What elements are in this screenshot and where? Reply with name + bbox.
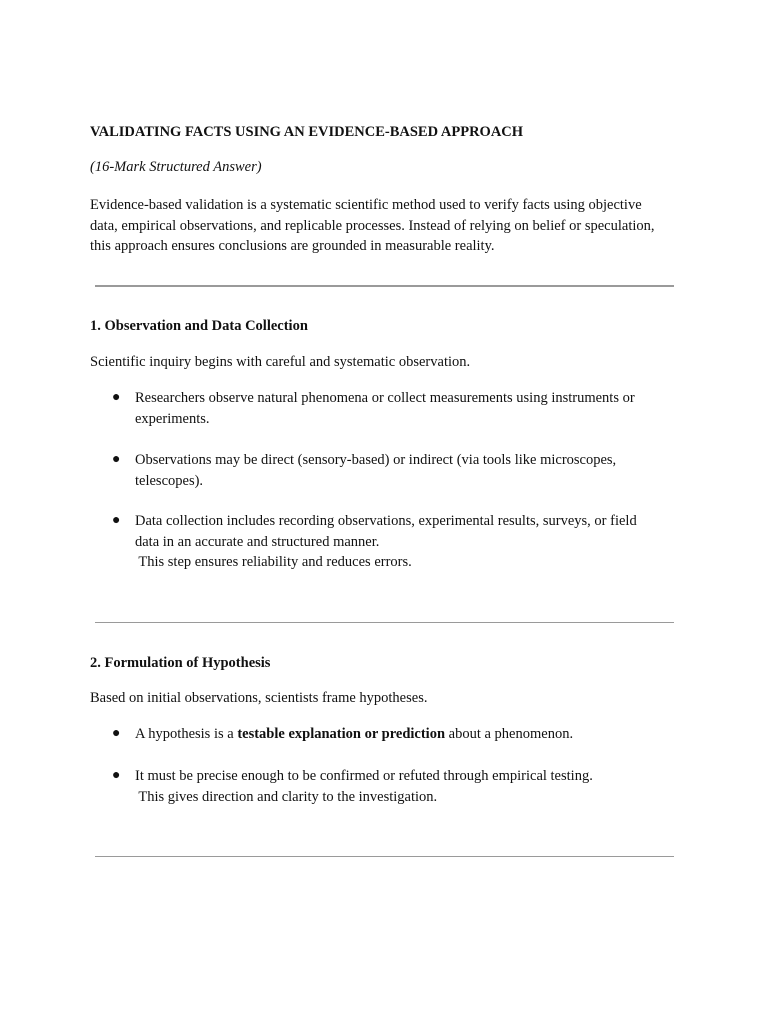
section-divider bbox=[95, 622, 674, 623]
section-heading-observation: 1. Observation and Data Collection bbox=[90, 318, 308, 334]
list-item-text bbox=[135, 724, 695, 745]
bullet-icon: ● bbox=[112, 768, 121, 783]
bullet-icon: ● bbox=[112, 452, 121, 467]
bullet-icon: ● bbox=[112, 726, 121, 741]
intro-line: this approach ensures conclusions are grounded in measurable reality. bbox=[90, 238, 495, 254]
list-item-text: It must be precise enough to be confirmed or refuted through empirical testing. bbox=[135, 768, 593, 784]
section-lead-text: Scientific inquiry begins with careful and systematic observation. bbox=[90, 354, 471, 370]
list-item-text: data in an accurate and structured manner. bbox=[135, 533, 380, 550]
list-item-text-suffix: about a phenomenon. bbox=[445, 726, 574, 742]
section-divider bbox=[95, 856, 674, 857]
list-item-text: experiments. bbox=[135, 410, 210, 427]
section-lead bbox=[90, 688, 690, 709]
section-heading-hypothesis: 2. Formulation of Hypothesis bbox=[90, 655, 271, 671]
list-item-text: Researchers observe natural phenomena or collect measurements using instruments or bbox=[135, 390, 635, 406]
intro-line: Evidence-based validation is a systematic scientific method used to verify facts using objective bbox=[90, 197, 642, 213]
intro-line: data, empirical observations, and replicable processes. Instead of relying on belief or speculation, bbox=[90, 217, 655, 234]
document-subtitle: (16-Mark Structured Answer) bbox=[90, 159, 262, 175]
list-item-text: Observations may be direct (sensory-based) or indirect (via tools like microscopes, bbox=[135, 452, 617, 468]
list-item-emphasis: testable explanation or prediction bbox=[237, 726, 446, 742]
intro-paragraph bbox=[90, 195, 690, 257]
list-item-text: Data collection includes recording observations, experimental results, surveys, or field bbox=[135, 513, 637, 529]
list-item-text: This gives direction and clarity to the investigation. bbox=[135, 788, 438, 805]
section-lead-text: Based on initial observations, scientists frame hypotheses. bbox=[90, 690, 428, 706]
section-divider bbox=[95, 285, 674, 287]
bullet-icon: ● bbox=[112, 513, 121, 528]
list-item-text-prefix: A hypothesis is a bbox=[135, 726, 238, 742]
section-lead bbox=[90, 352, 690, 373]
list-item-text: telescopes). bbox=[135, 472, 204, 489]
bullet-icon: ● bbox=[112, 390, 121, 405]
document-title: VALIDATING FACTS USING AN EVIDENCE-BASED APPROACH bbox=[90, 124, 524, 140]
list-item-text: This step ensures reliability and reduces errors. bbox=[135, 554, 412, 570]
